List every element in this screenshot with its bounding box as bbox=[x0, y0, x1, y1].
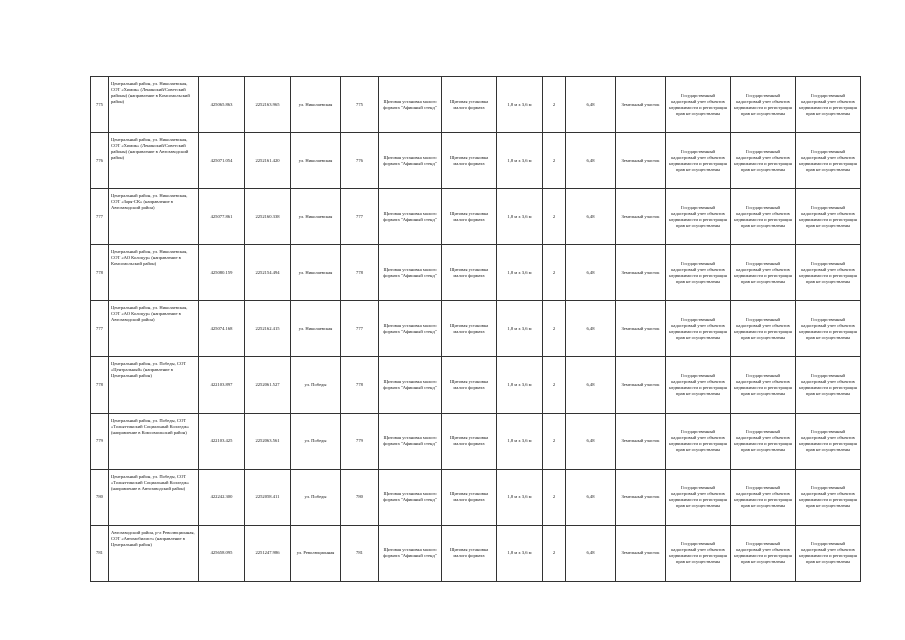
ownership-cell-2: Государственный кадастровый учет объектов недвижимости и регистрация прав не осуществлены bbox=[731, 189, 796, 245]
address-cell: Центральный район, ул. Николаевская, СОТ «Химик» (Ленинский/Советский районы) (направление в Автозаводский район) bbox=[109, 133, 199, 189]
ownership-cell-3: Государственный кадастровый учет объектов недвижимости и регистрация прав не осуществлены bbox=[796, 245, 861, 301]
street-cell: ул. Николаевская bbox=[291, 245, 341, 301]
sides-cell: 2 bbox=[543, 245, 566, 301]
ownership-cell-3: Государственный кадастровый учет объектов недвижимости и регистрация прав не осуществлены bbox=[796, 133, 861, 189]
area-cell: 6,48 bbox=[566, 525, 616, 581]
structure-kind-cell: Щитовая установка малого формата bbox=[442, 413, 497, 469]
ownership-cell-1: Государственный кадастровый учет объектов недвижимости и регистрация прав не осуществлены bbox=[666, 245, 731, 301]
object-id-cell: 780 bbox=[341, 469, 379, 525]
object-id-cell: 777 bbox=[341, 189, 379, 245]
ownership-cell-1: Государственный кадастровый учет объектов недвижимости и регистрация прав не осуществлены bbox=[666, 469, 731, 525]
ownership-cell-2: Государственный кадастровый учет объектов недвижимости и регистрация прав не осуществлены bbox=[731, 245, 796, 301]
coord-x-cell: 422242.300 bbox=[199, 469, 245, 525]
ownership-cell-1: Государственный кадастровый учет объектов недвижимости и регистрация прав не осуществлены bbox=[666, 357, 731, 413]
area-cell: 6,48 bbox=[566, 413, 616, 469]
object-id-cell: 781 bbox=[341, 525, 379, 581]
object-id-cell: 779 bbox=[341, 413, 379, 469]
address-cell: Центральный район, ул. Николаевская, СОТ «АО Колоцур» (направление в Автозаводский район) bbox=[109, 301, 199, 357]
ownership-cell-2: Государственный кадастровый учет объектов недвижимости и регистрация прав не осуществлены bbox=[731, 77, 796, 133]
structure-kind-cell: Щитовая установка малого формата bbox=[442, 245, 497, 301]
street-cell: ул. Николаевская bbox=[291, 301, 341, 357]
ownership-cell-1: Государственный кадастровый учет объектов недвижимости и регистрация прав не осуществлены bbox=[666, 413, 731, 469]
structure-type-cell: Щитовая установка малого формата "Афишный стенд" bbox=[379, 357, 442, 413]
coord-x-cell: 425071.054 bbox=[199, 133, 245, 189]
ownership-cell-1: Государственный кадастровый учет объектов недвижимости и регистрация прав не осуществлены bbox=[666, 301, 731, 357]
land-type-cell: Земельный участок bbox=[616, 357, 666, 413]
row-number: 777 bbox=[91, 301, 109, 357]
land-type-cell: Земельный участок bbox=[616, 301, 666, 357]
row-number: 776 bbox=[91, 133, 109, 189]
row-number: 780 bbox=[91, 469, 109, 525]
table-row bbox=[91, 133, 861, 189]
street-cell: ул. Победы bbox=[291, 413, 341, 469]
object-id-cell: 778 bbox=[341, 357, 379, 413]
structure-type-cell: Щитовая установка малого формата "Афишный стенд" bbox=[379, 469, 442, 525]
size-cell: 1,8 м х 3,6 м bbox=[497, 133, 543, 189]
land-type-cell: Земельный участок bbox=[616, 77, 666, 133]
sides-cell: 2 bbox=[543, 77, 566, 133]
ownership-cell-2: Государственный кадастровый учет объектов недвижимости и регистрация прав не осуществлены bbox=[731, 133, 796, 189]
structure-type-cell: Щитовая установка малого формата "Афишный стенд" bbox=[379, 245, 442, 301]
coord-x-cell: 425658.095 bbox=[199, 525, 245, 581]
size-cell: 1,8 м х 3,6 м bbox=[497, 77, 543, 133]
address-cell: Центральный район, ул. Николаевская, СОТ «АО Колоцур» (направление в Комсомольский район) bbox=[109, 245, 199, 301]
structure-kind-cell: Щитовая установка малого формата bbox=[442, 133, 497, 189]
ownership-cell-3: Государственный кадастровый учет объектов недвижимости и регистрация прав не осуществлены bbox=[796, 301, 861, 357]
ownership-cell-3: Государственный кадастровый учет объектов недвижимости и регистрация прав не осуществлены bbox=[796, 413, 861, 469]
land-type-cell: Земельный участок bbox=[616, 245, 666, 301]
data-table bbox=[90, 76, 861, 582]
street-cell: ул. Победы bbox=[291, 469, 341, 525]
coord-x-cell: 425077.861 bbox=[199, 189, 245, 245]
size-cell: 1,8 м х 3,6 м bbox=[497, 469, 543, 525]
structure-kind-cell: Щитовая установка малого формата bbox=[442, 525, 497, 581]
object-id-cell: 776 bbox=[341, 133, 379, 189]
ownership-cell-3: Государственный кадастровый учет объектов недвижимости и регистрация прав не осуществлены bbox=[796, 189, 861, 245]
structure-type-cell: Щитовая установка малого формата "Афишный стенд" bbox=[379, 189, 442, 245]
land-type-cell: Земельный участок bbox=[616, 525, 666, 581]
address-cell: Центральный район, ул. Победы, СОТ «Тольяттинский Социальный Колледж» (направление в Автозаводский район) bbox=[109, 469, 199, 525]
row-number: 778 bbox=[91, 357, 109, 413]
table-row bbox=[91, 301, 861, 357]
row-number: 778 bbox=[91, 245, 109, 301]
coord-y-cell: 2252061.527 bbox=[245, 357, 291, 413]
ownership-cell-1: Государственный кадастровый учет объектов недвижимости и регистрация прав не осуществлены bbox=[666, 189, 731, 245]
land-type-cell: Земельный участок bbox=[616, 133, 666, 189]
structure-kind-cell: Щитовая установка малого формата bbox=[442, 301, 497, 357]
structure-kind-cell: Щитовая установка малого формата bbox=[442, 189, 497, 245]
table-row bbox=[91, 77, 861, 133]
coord-y-cell: 2252163.965 bbox=[245, 77, 291, 133]
row-number: 781 bbox=[91, 525, 109, 581]
object-id-cell: 775 bbox=[341, 77, 379, 133]
coord-y-cell: 2252154.494 bbox=[245, 245, 291, 301]
ownership-cell-3: Государственный кадастровый учет объектов недвижимости и регистрация прав не осуществлены bbox=[796, 357, 861, 413]
sides-cell: 2 bbox=[543, 357, 566, 413]
area-cell: 6,48 bbox=[566, 133, 616, 189]
land-type-cell: Земельный участок bbox=[616, 469, 666, 525]
address-cell: Центральный район, ул. Николаевская, СОТ «Химик» (Ленинский/Советский районы) (направление в Комсомольский район) bbox=[109, 77, 199, 133]
ownership-cell-2: Государственный кадастровый учет объектов недвижимости и регистрация прав не осуществлены bbox=[731, 525, 796, 581]
coord-y-cell: 2252160.338 bbox=[245, 189, 291, 245]
coord-y-cell: 2252058.411 bbox=[245, 469, 291, 525]
structure-type-cell: Щитовая установка малого формата "Афишный стенд" bbox=[379, 301, 442, 357]
area-cell: 6,48 bbox=[566, 469, 616, 525]
size-cell: 1,8 м х 3,6 м bbox=[497, 525, 543, 581]
table-row bbox=[91, 189, 861, 245]
sides-cell: 2 bbox=[543, 301, 566, 357]
structure-type-cell: Щитовая установка малого формата "Афишный стенд" bbox=[379, 413, 442, 469]
coord-y-cell: 2251247.986 bbox=[245, 525, 291, 581]
ownership-cell-2: Государственный кадастровый учет объектов недвижимости и регистрация прав не осуществлены bbox=[731, 469, 796, 525]
size-cell: 1,8 м х 3,6 м bbox=[497, 301, 543, 357]
row-number: 775 bbox=[91, 77, 109, 133]
ownership-cell-2: Государственный кадастровый учет объектов недвижимости и регистрация прав не осуществлены bbox=[731, 301, 796, 357]
sides-cell: 2 bbox=[543, 469, 566, 525]
table-row bbox=[91, 525, 861, 581]
size-cell: 1,8 м х 3,6 м bbox=[497, 413, 543, 469]
area-cell: 6,48 bbox=[566, 189, 616, 245]
street-cell: ул. Николаевская bbox=[291, 189, 341, 245]
structure-type-cell: Щитовая установка малого формата "Афишный стенд" bbox=[379, 133, 442, 189]
area-cell: 6,48 bbox=[566, 357, 616, 413]
land-type-cell: Земельный участок bbox=[616, 189, 666, 245]
street-cell: ул. Революционная bbox=[291, 525, 341, 581]
area-cell: 6,48 bbox=[566, 301, 616, 357]
ownership-cell-3: Государственный кадастровый учет объектов недвижимости и регистрация прав не осуществлены bbox=[796, 525, 861, 581]
coord-y-cell: 2252063.561 bbox=[245, 413, 291, 469]
coord-x-cell: 422103.897 bbox=[199, 357, 245, 413]
size-cell: 1,8 м х 3,6 м bbox=[497, 245, 543, 301]
row-number: 777 bbox=[91, 189, 109, 245]
ownership-cell-1: Государственный кадастровый учет объектов недвижимости и регистрация прав не осуществлены bbox=[666, 77, 731, 133]
sides-cell: 2 bbox=[543, 413, 566, 469]
address-cell: Центральный район, ул. Победы, СОТ «Тольяттинский Социальный Колледж» (направление в Комсомольский район) bbox=[109, 413, 199, 469]
street-cell: ул. Николаевская bbox=[291, 133, 341, 189]
row-number: 779 bbox=[91, 413, 109, 469]
ownership-cell-3: Государственный кадастровый учет объектов недвижимости и регистрация прав не осуществлены bbox=[796, 469, 861, 525]
structure-type-cell: Щитовая установка малого формата "Афишный стенд" bbox=[379, 77, 442, 133]
structure-kind-cell: Щитовая установка малого формата bbox=[442, 357, 497, 413]
street-cell: ул. Победы bbox=[291, 357, 341, 413]
object-id-cell: 777 bbox=[341, 301, 379, 357]
table-row bbox=[91, 245, 861, 301]
ownership-cell-2: Государственный кадастровый учет объектов недвижимости и регистрация прав не осуществлены bbox=[731, 357, 796, 413]
coord-y-cell: 2252162.415 bbox=[245, 301, 291, 357]
coord-x-cell: 425080.159 bbox=[199, 245, 245, 301]
size-cell: 1,8 м х 3,6 м bbox=[497, 357, 543, 413]
address-cell: Автозаводский район, р-л Революционная, СОТ «Автомобилист» (направление в Центральный район) bbox=[109, 525, 199, 581]
ownership-cell-2: Государственный кадастровый учет объектов недвижимости и регистрация прав не осуществлены bbox=[731, 413, 796, 469]
street-cell: ул. Николаевская bbox=[291, 77, 341, 133]
structure-kind-cell: Щитовая установка малого формата bbox=[442, 469, 497, 525]
object-id-cell: 778 bbox=[341, 245, 379, 301]
address-cell: Центральный район, ул. Победы, СОТ «Центральный» (направление в Центральный район) bbox=[109, 357, 199, 413]
area-cell: 6,48 bbox=[566, 77, 616, 133]
coord-y-cell: 2252161.420 bbox=[245, 133, 291, 189]
table-row bbox=[91, 469, 861, 525]
table-row bbox=[91, 413, 861, 469]
sides-cell: 2 bbox=[543, 525, 566, 581]
sides-cell: 2 bbox=[543, 133, 566, 189]
document-page bbox=[90, 76, 857, 581]
land-type-cell: Земельный участок bbox=[616, 413, 666, 469]
ownership-cell-1: Государственный кадастровый учет объектов недвижимости и регистрация прав не осуществлены bbox=[666, 525, 731, 581]
area-cell: 6,48 bbox=[566, 245, 616, 301]
coord-x-cell: 425065.863 bbox=[199, 77, 245, 133]
sides-cell: 2 bbox=[543, 189, 566, 245]
ownership-cell-3: Государственный кадастровый учет объектов недвижимости и регистрация прав не осуществлены bbox=[796, 77, 861, 133]
size-cell: 1,8 м х 3,6 м bbox=[497, 189, 543, 245]
coord-x-cell: 425074.168 bbox=[199, 301, 245, 357]
address-cell: Центральный район, ул. Николаевская, СОТ «Заря-СК» (направление в Автозаводский район) bbox=[109, 189, 199, 245]
structure-type-cell: Щитовая установка малого формата "Афишный стенд" bbox=[379, 525, 442, 581]
table-row bbox=[91, 357, 861, 413]
structure-kind-cell: Щитовая установка малого формата bbox=[442, 77, 497, 133]
coord-x-cell: 422103.425 bbox=[199, 413, 245, 469]
ownership-cell-1: Государственный кадастровый учет объектов недвижимости и регистрация прав не осуществлены bbox=[666, 133, 731, 189]
